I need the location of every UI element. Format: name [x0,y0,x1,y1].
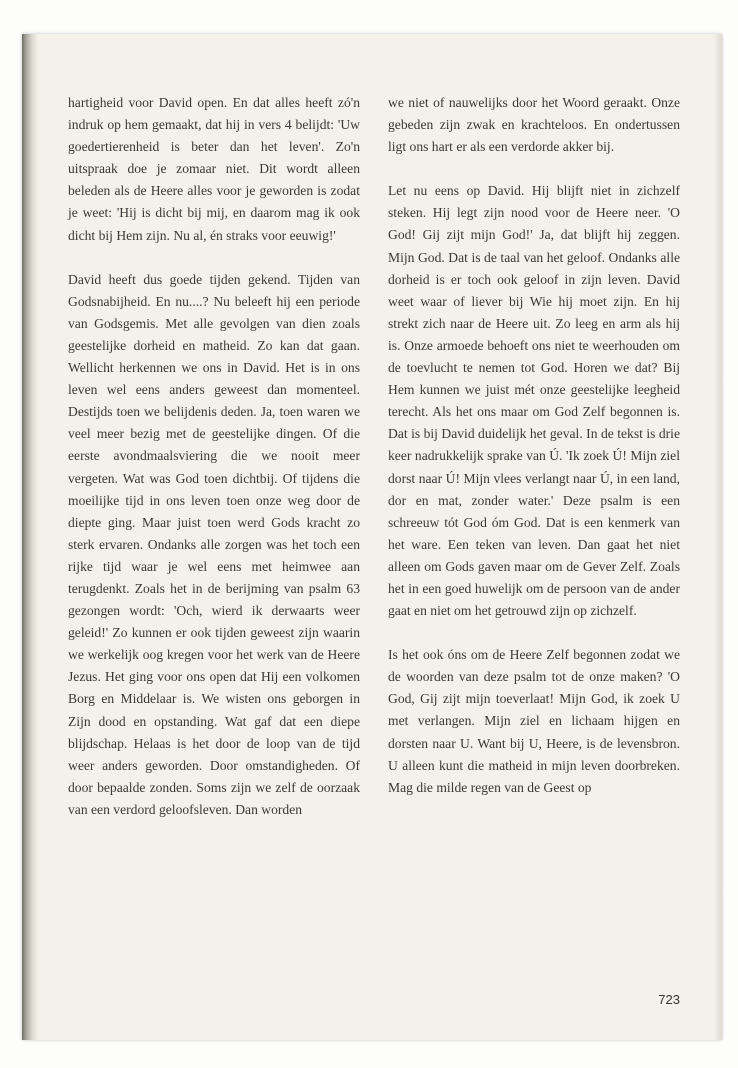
page-edge [714,34,722,1040]
paragraph: we niet of nauwelijks door het Woord geraakt. Onze gebeden zijn zwak en krachteloos. En ondertussen ligt ons hart er als een verdorde akker bij. [388,95,680,155]
right-column [388,92,680,799]
paragraph: hartigheid voor David open. En dat alles heeft zó'n indruk op hem gemaakt, dat hij in vers 4 belijdt: 'Uw goedertierenheid is beter dan het leven'. Zo'n uitspraak doe je zomaar niet. Dit wordt alleen beleden als de Heere alles voor je geworden is zodat je weet: 'Hij is dicht bij mij, en daarom mag ik ook dicht bij Hem zijn. Nu al, én straks voor eeuwig!' [68,95,360,243]
page-number: 723 [658,992,680,1007]
paragraph: Is het ook óns om de Heere Zelf begonnen zodat we de woorden van deze psalm tot de onze maken? 'O God, Gij zijt mijn toeverlaat! Mijn God, ik zoek U met verlangen. Mijn ziel en lichaam hijgen en dorsten naar U. Want bij U, Heere, is de levensbron. U alleen kunt die matheid in mijn leven doorbreken. Mag die milde regen van de Geest op [388,647,680,795]
paragraph: David heeft dus goede tijden gekend. Tijden van Godsnabijheid. En nu....? Nu beleeft hij een periode van Godsgemis. Met alle gevolgen van dien zoals geestelijke dorheid en matheid. Zo kan dat gaan. Wellicht herkennen we ons in David. Het is in ons leven wel eens anders geweest dan momenteel. Destijds toen we belijdenis deden. Ja, toen waren we veel meer bezig met de geestelijke dingen. Of die eerste avondmaalsviering die we nooit meer vergeten. Wat was God toen dichtbij. Of tijdens die moeilijke tijd in ons leven toen onze weg door de diepte ging. Maar juist toen werd Gods kracht zo sterk ervaren. Ondanks alle zorgen was het toch een rijke tijd waar je wel eens met heimwee aan terugdenkt. Zoals het in de berijming van psalm 63 gezongen wordt: 'Och, wierd ik derwaarts weer geleid!' Zo kunnen er ook tijden geweest zijn waarin we werkelijk oog kregen voor het werk van de Heere Jezus. Het ging voor ons open dat Hij een volkomen Borg en Middelaar is. We wisten ons geborgen in Zijn dood en opstanding. Wat gaf dat een diepe blijdschap. Helaas is het door de loop van de tijd weer anders geworden. Door omstandigheden. Of door bepaalde zonden. Soms zijn we zelf de oorzaak van een verdord geloofsleven. Dan worden [68,271,360,817]
page-gutter-shadow [22,34,38,1040]
paragraph: Let nu eens op David. Hij blijft niet in zichzelf steken. Hij legt zijn nood voor de Heere neer. 'O God! Gij zijt mijn God!' Ja, dat blijft hij zeggen. Mijn God. Dat is de taal van het geloof. Ondanks alle dorheid is er toch ook geloof in zijn leven. David weet waar of liever bij Wie hij moet zijn. En hij strekt zich naar de Heere uit. Zo leeg en arm als hij is. Onze armoede behoeft ons niet te weerhouden om de toevlucht te nemen tot God. Horen we dat? Bij Hem kunnen we juist mét onze geestelijke leegheid terecht. Als het ons maar om God Zelf begonnen is. Dat is bij David duidelijk het geval. In de tekst is drie keer nadrukkelijk sprake van Ú. 'Ik zoek Ú! Mijn ziel dorst naar Ú! Mijn vlees verlangt naar Ú, in een land, dor en mat, zonder water.' Deze psalm is een schreeuw tót God óm God. Dat is een kenmerk van het ware. Een teken van leven. Dan gaat het niet alleen om Gods gaven maar om de Gever Zelf. Zoals het in een goed huwelijk om de persoon van de ander gaat en niet om het getrouwd zijn op zichzelf. [388,183,680,619]
left-column [68,92,360,821]
